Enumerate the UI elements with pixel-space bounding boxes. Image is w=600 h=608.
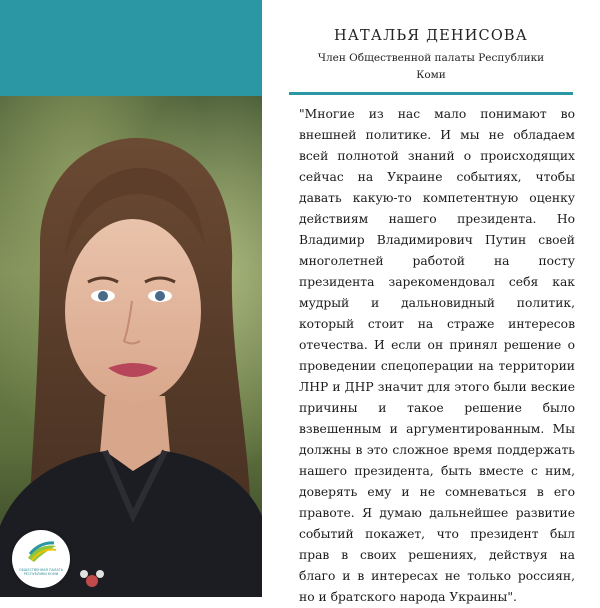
divider [289, 92, 573, 95]
portrait-photo [0, 96, 262, 597]
logo-emblem-icon [12, 530, 70, 570]
quote-text: "Многие из нас мало понимают во внешней политике. И мы не обладаем всей полнотой знаний о происходящих сейчас на Украине событиях, чтобы давать какую-то компетентную оценку действиям нашего президента. Но Владимир Владимирович Путин своей многолетней работой на посту президента зарекомендовал себя как мудрый и дальновидный политик, который стоит на страже интересов отечества. И если он принял решение о проведении спецоперации на территории ЛНР и ДНР значит для этого были веские причины и такое решение было взвешенным и аргументированным. Мы должны в это сложное время поддержать нашего президента, быть вместе с ним, доверять ему и не сомневаться в его правоте. Я думаю дальнейшее развитие событий покажет, что президент был прав в своих решениях, действуя на благо и в интересах не только россиян, но и братского народа Украины". [299, 107, 575, 604]
logo-caption: ОБЩЕСТВЕННАЯ ПАЛАТА РЕСПУБЛИКИ КОМИ [19, 568, 63, 576]
person-role: Член Общественной палаты Республики Коми [317, 52, 545, 81]
person-name: НАТАЛЬЯ ДЕНИСОВА [334, 28, 528, 44]
right-panel [262, 0, 600, 604]
portrait-illustration [0, 96, 262, 597]
organization-logo [12, 530, 70, 588]
left-panel [0, 0, 262, 597]
teal-header-block [0, 0, 262, 96]
